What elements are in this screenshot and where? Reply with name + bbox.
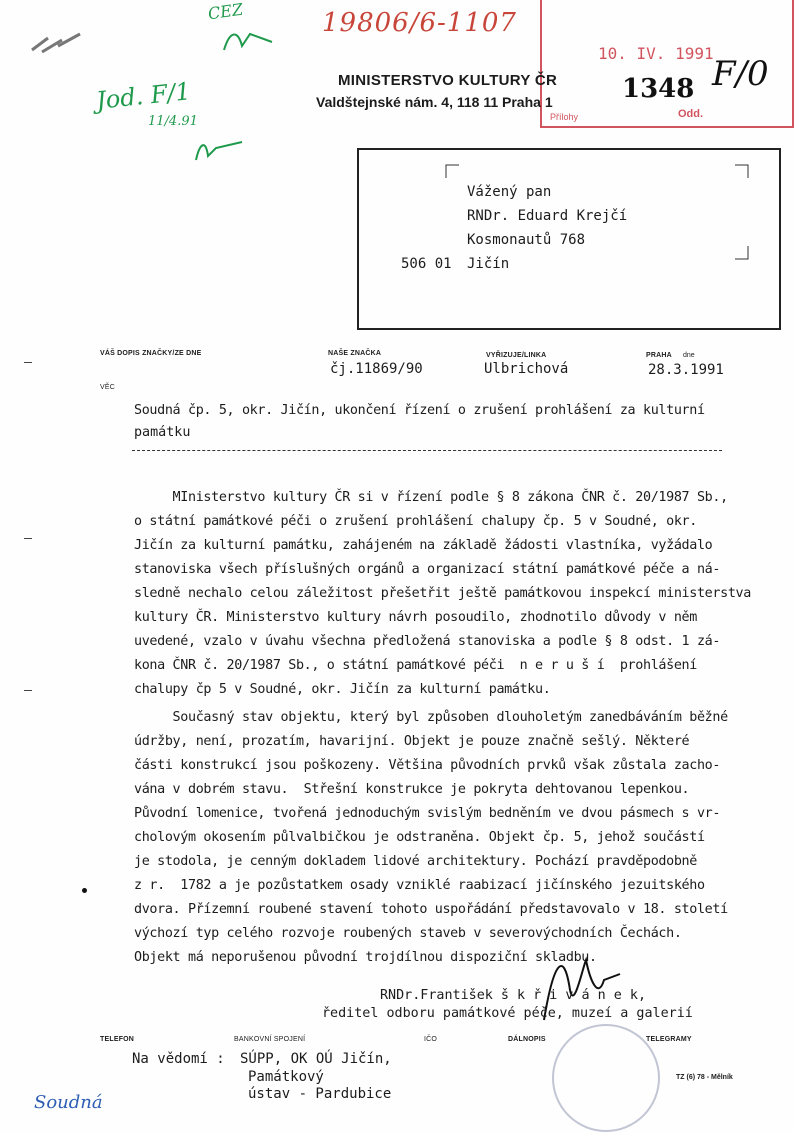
- handwritten-file-number: 19806/6-1107: [322, 8, 517, 38]
- fold-mark-2: [24, 538, 32, 539]
- punch-hole-dot: [82, 888, 87, 893]
- footer-phone-label: TELEFON: [100, 1036, 135, 1043]
- handwritten-bottom-left: Soudná: [34, 1092, 103, 1113]
- cc-label: Na vědomí :: [132, 1051, 225, 1067]
- cc-line-1: SÚPP, OK OÚ Jičín,: [240, 1051, 392, 1067]
- recipient-name: RNDr. Eduard Krejčí: [467, 208, 628, 224]
- body-line: Objekt má neporušenou původní trojdílnou dispoziční skladbu.: [134, 950, 597, 965]
- body-line: je stodola, je cenným dokladem lidové architektury. Pochází pravděpodobně: [134, 854, 697, 869]
- body-line: chalupy čp 5 v Soudné, okr. Jičín za kulturní památku.: [134, 682, 551, 697]
- fold-mark-1: [24, 362, 32, 363]
- footer-print-code: TZ (6) 78 - Mělník: [676, 1074, 733, 1081]
- handled-value: Ulbrichová: [484, 361, 569, 377]
- stamp-label-prilohy: Přílohy: [550, 112, 579, 122]
- body-line: kultury ČR. Ministerstvo kultury návrh posoudilo, zhodnotilo důvody v něm: [134, 610, 697, 625]
- subject-divider: [132, 450, 722, 451]
- our-ref-label: NAŠE ZNAČKA: [328, 350, 382, 357]
- body-line: o státní památkové péči o zrušení prohlášení chalupy čp. 5 v Soudné, okr.: [134, 514, 697, 529]
- recipient-postcode: 506 01: [401, 256, 452, 272]
- recipient-address-box: [357, 148, 781, 330]
- body-line: dvora. Přízemní roubené stavení tohoto uspořádání představovalo v 18. století: [134, 902, 728, 917]
- handled-label: VYŘIZUJE/LINKA: [486, 352, 547, 359]
- recipient-city: Jičín: [467, 256, 510, 272]
- recipient-street: Kosmonautů 768: [467, 232, 586, 248]
- subject-line-1: Soudná čp. 5, okr. Jičín, ukončení řízení o zrušení prohlášení za kulturní: [134, 403, 705, 418]
- subject-line-2: památku: [134, 425, 191, 440]
- body-line: Původní lomenice, tvořená jednoduchým svislým bedněním ve dvou pásmech s vr-: [134, 806, 721, 821]
- stamp-label-odd: Odd.: [678, 108, 704, 120]
- date-value: 28.3.1991: [648, 362, 724, 378]
- cc-line-2: Památkový: [248, 1069, 324, 1085]
- fold-mark-3: [24, 690, 32, 691]
- signatory-title: ředitel odboru památkové péče, muzeí a galerií: [322, 1006, 693, 1021]
- initials-scribble-top: [220, 20, 280, 60]
- stamp-folder: F/0: [712, 54, 769, 94]
- body-line: sledně nechalo celou záležitost přešetřit ještě památkovou inspekcí ministerstva: [134, 586, 751, 601]
- address-corner-tr: [735, 164, 749, 178]
- body-line: cholovým okosením půlvalbičkou je odstraněna. Objekt čp. 5, jehož součástí: [134, 830, 705, 845]
- address-corner-br: [735, 246, 749, 260]
- our-ref-value: čj.11869/90: [330, 361, 423, 377]
- footer-telegram-label: TELEGRAMY: [646, 1036, 692, 1043]
- cc-line-3: ústav - Pardubice: [248, 1086, 392, 1102]
- initials-scribble-left: [192, 128, 252, 168]
- stamp-number: 1348: [622, 74, 695, 104]
- body-line: části konstrukcí jsou poškozeny. Většina původních prvků však zůstala zacho-: [134, 758, 721, 773]
- body-line: uvedené, vzalo v úvahu všechna předložená stanoviska a podle § 8 odst. 1 zá-: [134, 634, 721, 649]
- body-line: Jičín za kulturní památku, zahájeném na základě žádosti vlastníka, vyžádalo: [134, 538, 713, 553]
- address-corner-tl: [445, 164, 459, 178]
- your-letter-label: VÁŠ DOPIS ZNAČKY/ZE DNE: [100, 350, 202, 357]
- body-line: výchozí typ celého rozvoje roubených staveb v severovýchodních Čechách.: [134, 926, 682, 941]
- handwritten-cez-mark: CEZ: [206, 0, 245, 24]
- stamp-date: 10. IV. 1991: [598, 44, 714, 63]
- recipient-salutation: Vážený pan: [467, 184, 552, 200]
- ministry-name: MINISTERSTVO KULTURY ČR: [338, 72, 558, 89]
- official-round-stamp: [552, 1024, 660, 1132]
- place-label: PRAHA: [646, 352, 672, 359]
- signatory-name: RNDr.František š k ř i v á n e k,: [380, 988, 647, 1003]
- footer-bank-label: BANKOVNÍ SPOJENÍ: [234, 1036, 306, 1043]
- body-line: z r. 1782 a je pozůstatkem osady vzniklé raabizací jičínského jezuitského: [134, 878, 705, 893]
- body-line: stanoviska všech příslušných orgánů a organizací státní památkové péče a ná-: [134, 562, 721, 577]
- handwritten-note-left-date: 11/4.91: [148, 114, 198, 129]
- registry-stamp: [540, 0, 794, 128]
- body-line: Současný stav objektu, který byl způsoben dlouholetým zanedbáváním běžné: [134, 710, 728, 725]
- body-line: kona ČNR č. 20/1987 Sb., o státní památkové péči n e r u š í prohlášení: [134, 658, 697, 673]
- footer-dalnopis-label: DÁLNOPIS: [508, 1036, 546, 1043]
- subject-label: VĚC: [100, 384, 115, 391]
- body-line: vána v dobrém stavu. Střešní konstrukce je pokryta dehtovanou lepenkou.: [134, 782, 690, 797]
- handwritten-note-left: Jod. F/1: [94, 77, 192, 115]
- footer-ico-label: IČO: [424, 1036, 438, 1043]
- punch-mark: [28, 22, 88, 62]
- date-label: dne: [683, 352, 695, 359]
- ministry-address: Valdštejnské nám. 4, 118 11 Praha 1: [316, 94, 553, 110]
- body-line: údržby, není, prozatím, havarijní. Objekt je pouze značně sešlý. Některé: [134, 734, 690, 749]
- body-line: MInisterstvo kultury ČR si v řízení podle § 8 zákona ČNR č. 20/1987 Sb.,: [134, 490, 728, 505]
